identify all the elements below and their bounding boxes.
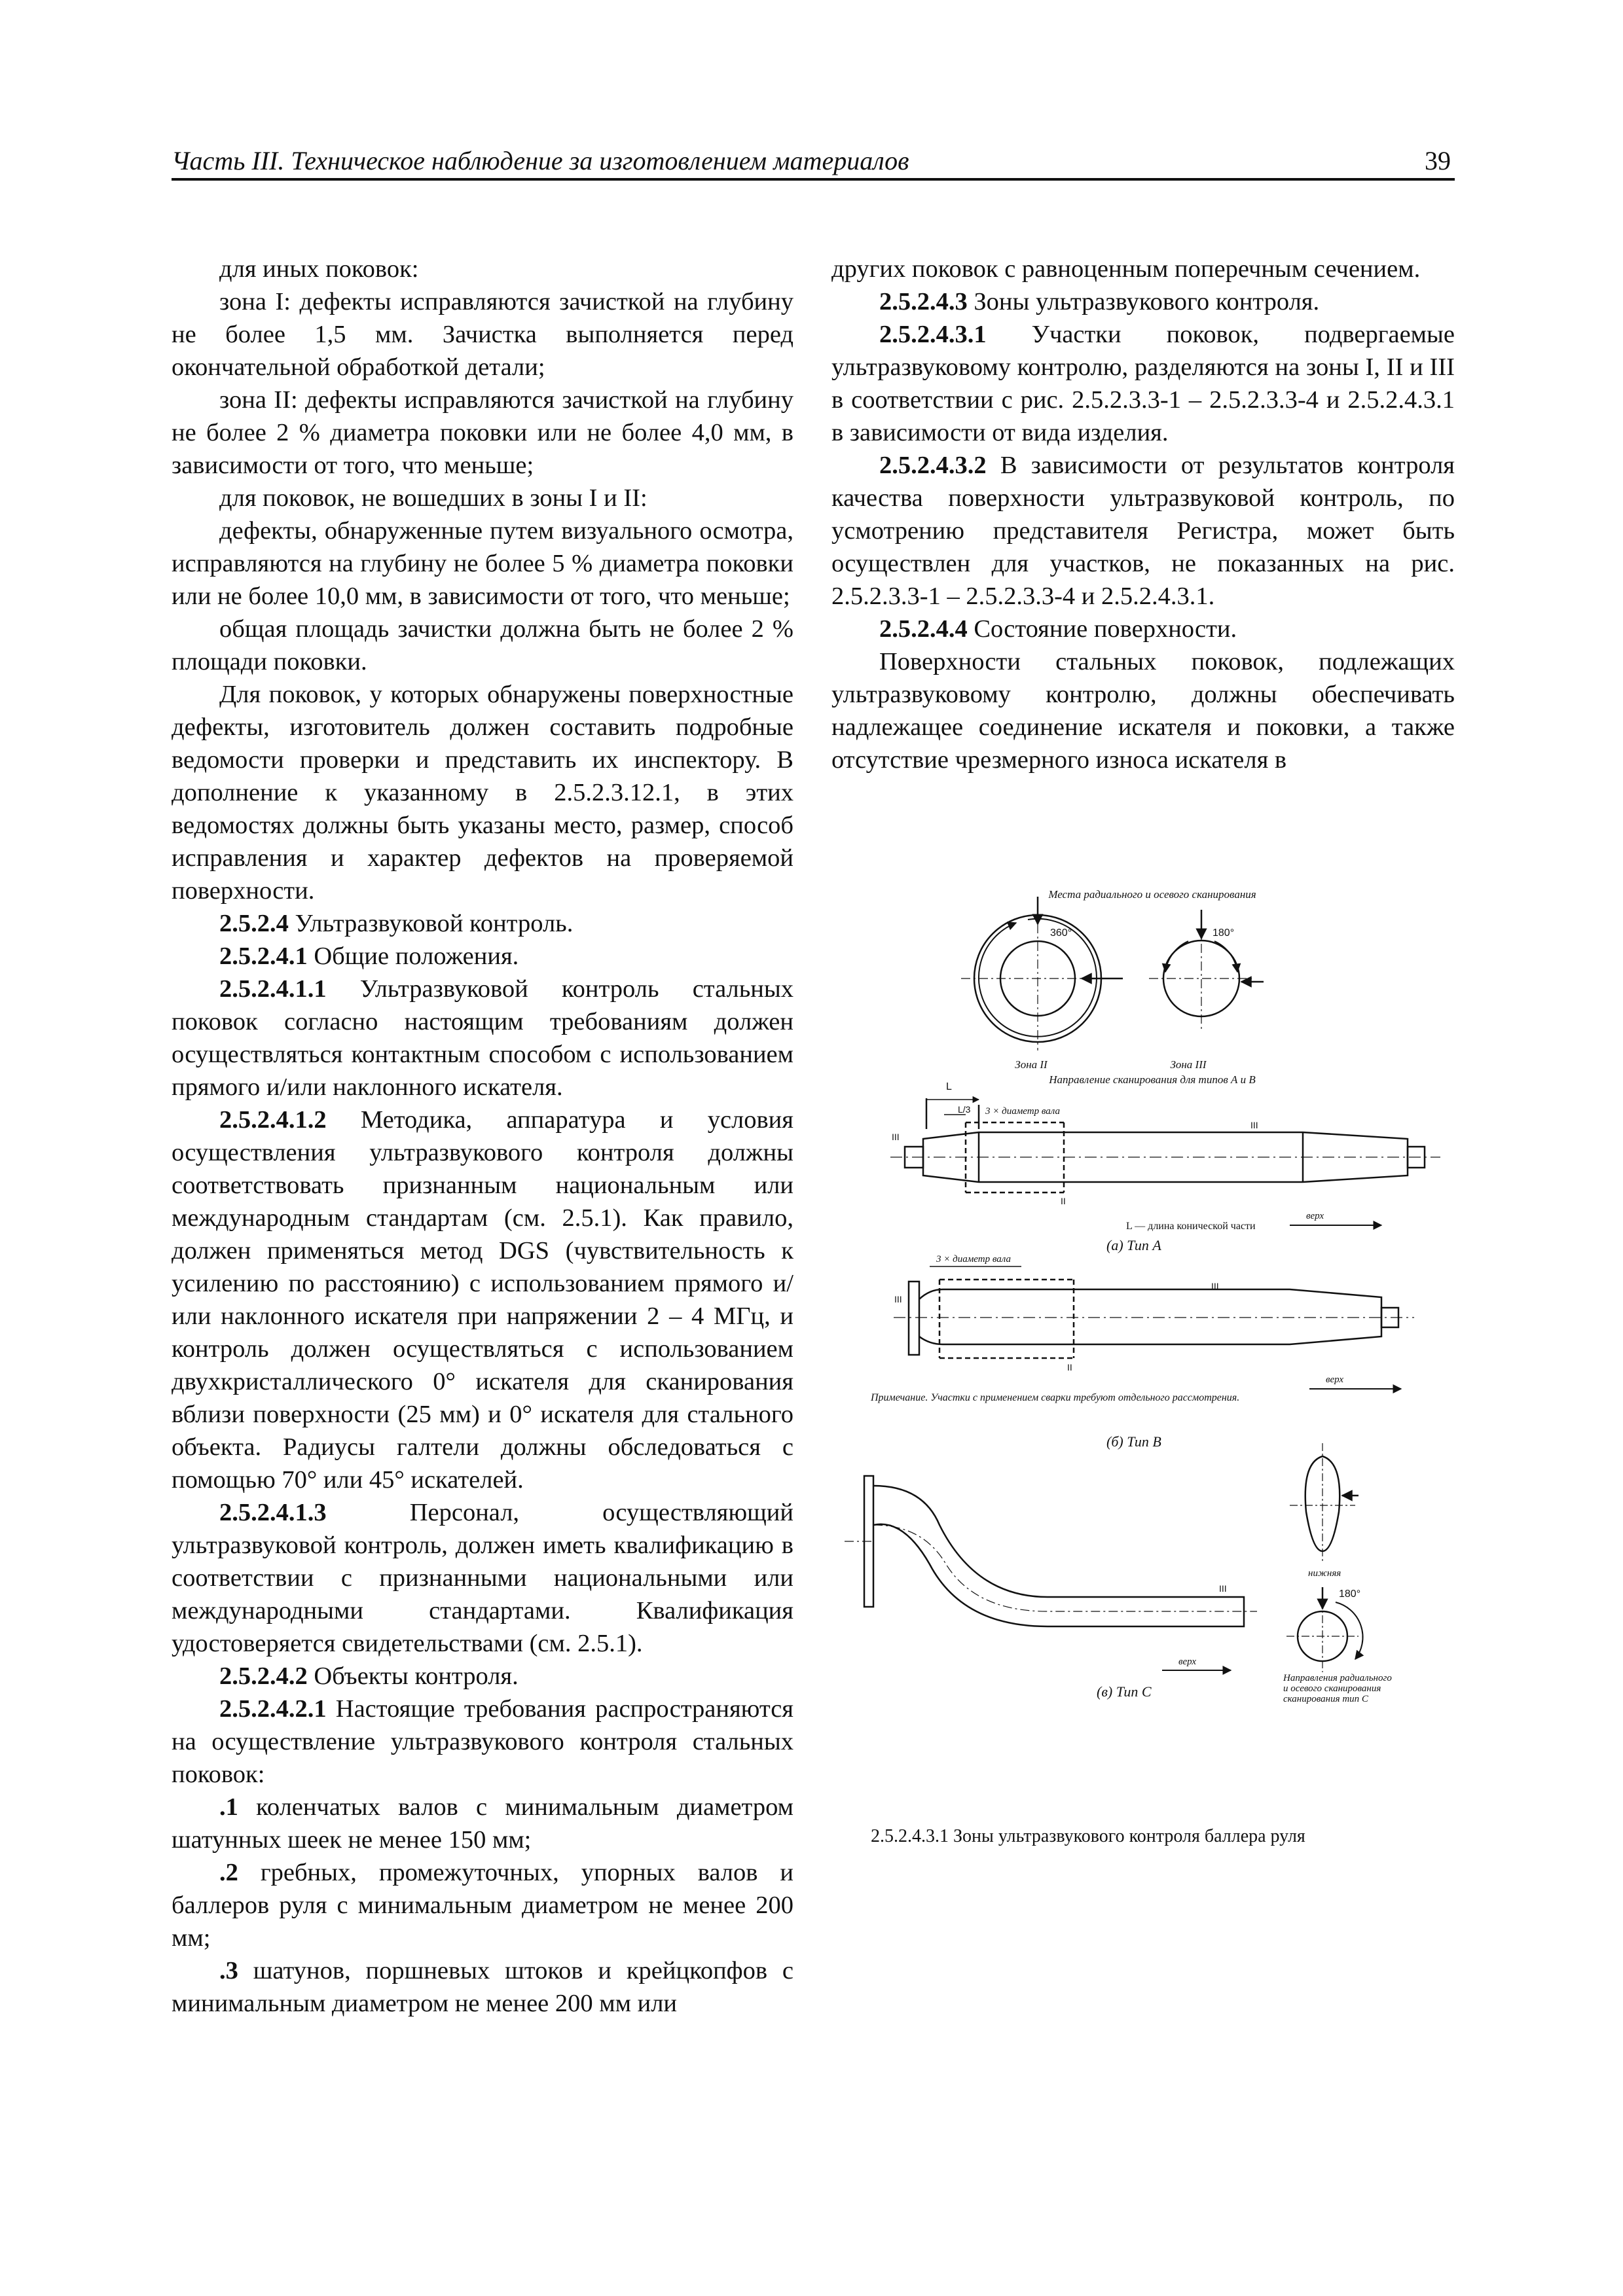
verkh-a: верх <box>1306 1211 1324 1221</box>
paragraph-text: общая площадь зачистки должна быть не более 2 % площади поковки. <box>172 615 793 675</box>
zone-ii-ring <box>961 897 1123 1050</box>
paragraph <box>172 1660 793 1693</box>
paragraph <box>172 253 793 285</box>
scan-places-title: Места радиального и осевого сканирования <box>1048 888 1256 901</box>
clause-number: 2.5.2.4.1.3 <box>219 1499 327 1526</box>
three-diam-label-b: 3 × диаметр вала <box>936 1254 1011 1265</box>
paragraph <box>172 514 793 613</box>
label-L: L <box>946 1081 952 1092</box>
clause-number: 2.5.2.4.1.2 <box>219 1106 327 1134</box>
paragraph-text: Состояние поверхности. <box>967 615 1237 643</box>
paragraph-text: коленчатых валов с минимальным диаметром шатунных шеек не менее 150 мм; <box>172 1793 793 1854</box>
zone-iii-circle <box>1149 910 1264 1031</box>
paragraph-text: Для поковок, у которых обнаружены поверхностные дефекты, изготовитель должен составить подробные ведомости проверки и представить их инспектору. В дополнение к указанному в 2.5.2.3.12.1, в этих ведомостях должны быть указаны место, размер, способ исправления и характер дефектов на проверяемой поверхности. <box>172 681 793 905</box>
rudder-stock-type-c <box>845 1476 1257 1626</box>
paragraph-text: других поковок с равноценным поперечным сечением. <box>831 255 1421 283</box>
angle-180-label: 180° <box>1213 927 1235 939</box>
l-legend: L — длина конической части <box>1126 1221 1256 1232</box>
shaft-type-a <box>890 1098 1440 1193</box>
clause-number: .3 <box>219 1957 238 1984</box>
paragraph <box>831 285 1455 318</box>
paragraph <box>831 613 1455 645</box>
paragraph <box>172 384 793 482</box>
roman-iii-left-b: III <box>894 1294 902 1304</box>
figure-zones <box>831 870 1455 1704</box>
three-diam-label-a: 3 × диаметр вала <box>985 1106 1060 1117</box>
paragraph <box>172 940 793 973</box>
clause-number: .2 <box>219 1859 238 1886</box>
paragraph <box>172 678 793 907</box>
shaft-type-b <box>894 1266 1414 1358</box>
paragraph <box>172 1791 793 1856</box>
header-rule <box>172 178 1455 181</box>
angle-180-c-label: 180° <box>1339 1588 1361 1600</box>
paragraph-text: Настоящие требования распространяются на осуществление ультразвукового контроля стальных поковок: <box>172 1695 793 1788</box>
paragraph <box>831 645 1455 776</box>
scan-dir-c-1: Направления радиального <box>1283 1673 1392 1683</box>
paragraph-text: шатунов, поршневых штоков и крейцкопфов с минимальным диаметром не менее 200 мм или <box>172 1957 793 2017</box>
paragraph <box>172 1693 793 1791</box>
roman-ii-b: II <box>1067 1362 1072 1372</box>
paragraph <box>172 1856 793 1954</box>
clause-number: 2.5.2.4.1 <box>219 942 308 970</box>
clause-number: 2.5.2.4.3 <box>879 288 968 315</box>
right-column <box>831 253 1455 776</box>
verkh-c: верх <box>1178 1657 1197 1667</box>
left-column <box>172 253 793 2020</box>
paragraph <box>172 1496 793 1660</box>
zone-ii-label: Зона II <box>1015 1058 1048 1071</box>
paragraph-text: Ультразвуковой контроль. <box>288 910 574 937</box>
clause-number: 2.5.2.4.2.1 <box>219 1695 327 1723</box>
clause-number: 2.5.2.4.2 <box>219 1662 308 1690</box>
paragraph-text: Зоны ультразвукового контроля. <box>967 288 1320 315</box>
paragraph <box>172 1103 793 1496</box>
paragraph-text: Объекты контроля. <box>307 1662 519 1690</box>
type-b-label: (б) Тип В <box>1106 1433 1161 1450</box>
paragraph <box>831 449 1455 613</box>
paragraph-text: В зависимости от результатов контроля качества поверхности ультразвуковой контроль, по усмотрению представителя Регистра, может быть осуществлен для участков, не показанных на рис. 2.5.2.3.3-1 – 2.5.2.3.3-4 и 2.5.2.4.3.1. <box>831 452 1455 610</box>
paragraph-text: Ультразвуковой контроль стальных поковок согласно настоящим требованиям должен осуществляться контактным способом с использованием прямого и/или наклонного искателя. <box>172 975 793 1101</box>
figure-caption: 2.5.2.4.3.1 Зоны ультразвукового контроля баллера руля <box>871 1826 1305 1846</box>
roman-iii-left-a: III <box>892 1132 900 1142</box>
section-scan-c <box>1286 1587 1363 1672</box>
scan-dir-c-3: сканирования тип С <box>1283 1694 1368 1704</box>
paragraph-text: гребных, промежуточных, упорных валов и баллеров руля с минимальным диаметром не менее 200 мм; <box>172 1859 793 1952</box>
page-number: 39 <box>1425 146 1451 175</box>
paragraph-text: Участки поковок, подвергаемые ультразвуковому контролю, разделяются на зоны I, II и III в соответствии с рис. 2.5.2.3.3-1 – 2.5.2.3.3-4 и 2.5.2.4.3.1 в зависимости от вида изделия. <box>831 321 1455 446</box>
type-a-label: (а) Тип А <box>1106 1237 1161 1253</box>
roman-iii-right-a: III <box>1250 1120 1258 1130</box>
paragraph <box>831 253 1455 285</box>
paragraph-text: для поковок, не вошедших в зоны I и II: <box>219 484 647 512</box>
running-header-title: Часть III. Техническое наблюдение за изготовлением материалов <box>172 146 909 175</box>
clause-number: 2.5.2.4.3.2 <box>879 452 987 479</box>
paragraph-text: Поверхности стальных поковок, подлежащих ультразвуковому контролю, должны обеспечивать надлежащее соединение искателя и поковки, а также отсутствие чрезмерного износа искателя в <box>831 648 1455 774</box>
figure-drawing <box>831 870 1455 1704</box>
paragraph-text: Общие положения. <box>307 942 519 970</box>
clause-number: 2.5.2.4.1.1 <box>219 975 327 1003</box>
clause-number: 2.5.2.4.4 <box>879 615 968 643</box>
paragraph <box>172 482 793 514</box>
verkh-b: верх <box>1326 1374 1344 1385</box>
section-lower <box>1290 1443 1359 1561</box>
paragraph-text: зона II: дефекты исправляются зачисткой на глубину не более 2 % диаметра поковки или не более 4,0 мм, в зависимости от того, что меньше; <box>172 386 793 479</box>
paragraph <box>172 973 793 1103</box>
angle-360-label: 360° <box>1050 927 1072 939</box>
paragraph <box>172 285 793 384</box>
paragraph <box>831 318 1455 449</box>
lower-section-label: нижняя <box>1308 1568 1341 1579</box>
clause-number: 2.5.2.4 <box>219 910 289 937</box>
roman-ii-a: II <box>1061 1196 1066 1206</box>
scan-direction-ab-label: Направление сканирования для типов А и В <box>1049 1073 1256 1086</box>
roman-iii-c: III <box>1219 1583 1227 1594</box>
clause-number: 2.5.2.4.3.1 <box>879 321 987 348</box>
paragraph-text: зона I: дефекты исправляются зачисткой на глубину не более 1,5 мм. Зачистка выполняется перед окончательной обработкой детали; <box>172 288 793 381</box>
paragraph-text: Методика, аппаратура и условия осуществления ультразвукового контроля должны соответствовать признанным национальным или международным стандартам (см. 2.5.1). Как правило, должен применяться метод DGS (чувствительность к усилению по расстоянию) с использованием прямого и/или наклонного искателя при напряжении 2 – 4 МГц, и контроль должен осуществляться с использованием двухкристаллического 0° искателя для сканирования вблизи поверхности (25 мм) и 0° искателя для стального объекта. Радиусы галтели должны обследоваться с помощью 70° или 45° искателей. <box>172 1106 793 1494</box>
zone-iii-label: Зона III <box>1170 1058 1207 1071</box>
paragraph <box>172 613 793 678</box>
paragraph-text: дефекты, обнаруженные путем визуального осмотра, исправляются на глубину не более 5 % диаметра поковки или не более 10,0 мм, в зависимости от того, что меньше; <box>172 517 793 610</box>
clause-number: .1 <box>219 1793 238 1821</box>
label-L3: L/3 <box>958 1104 971 1115</box>
note-text: Примечание. Участки с применением сварки требуют отдельного рассмотрения. <box>871 1392 1240 1403</box>
paragraph <box>172 1954 793 2020</box>
scan-dir-c-2: и осевого сканирования <box>1283 1683 1381 1694</box>
paragraph-text: Персонал, осуществляющий ультразвуковой контроль, должен иметь квалификацию в соответствии с признанными национальными или международными стандартами. Квалификация удостоверяется свидетельствами (см. 2.5.1). <box>172 1499 793 1657</box>
paragraph-text: для иных поковок: <box>219 255 419 283</box>
paragraph <box>172 907 793 940</box>
type-c-label: (в) Тип С <box>1097 1683 1152 1700</box>
roman-iii-right-b: III <box>1211 1281 1219 1291</box>
